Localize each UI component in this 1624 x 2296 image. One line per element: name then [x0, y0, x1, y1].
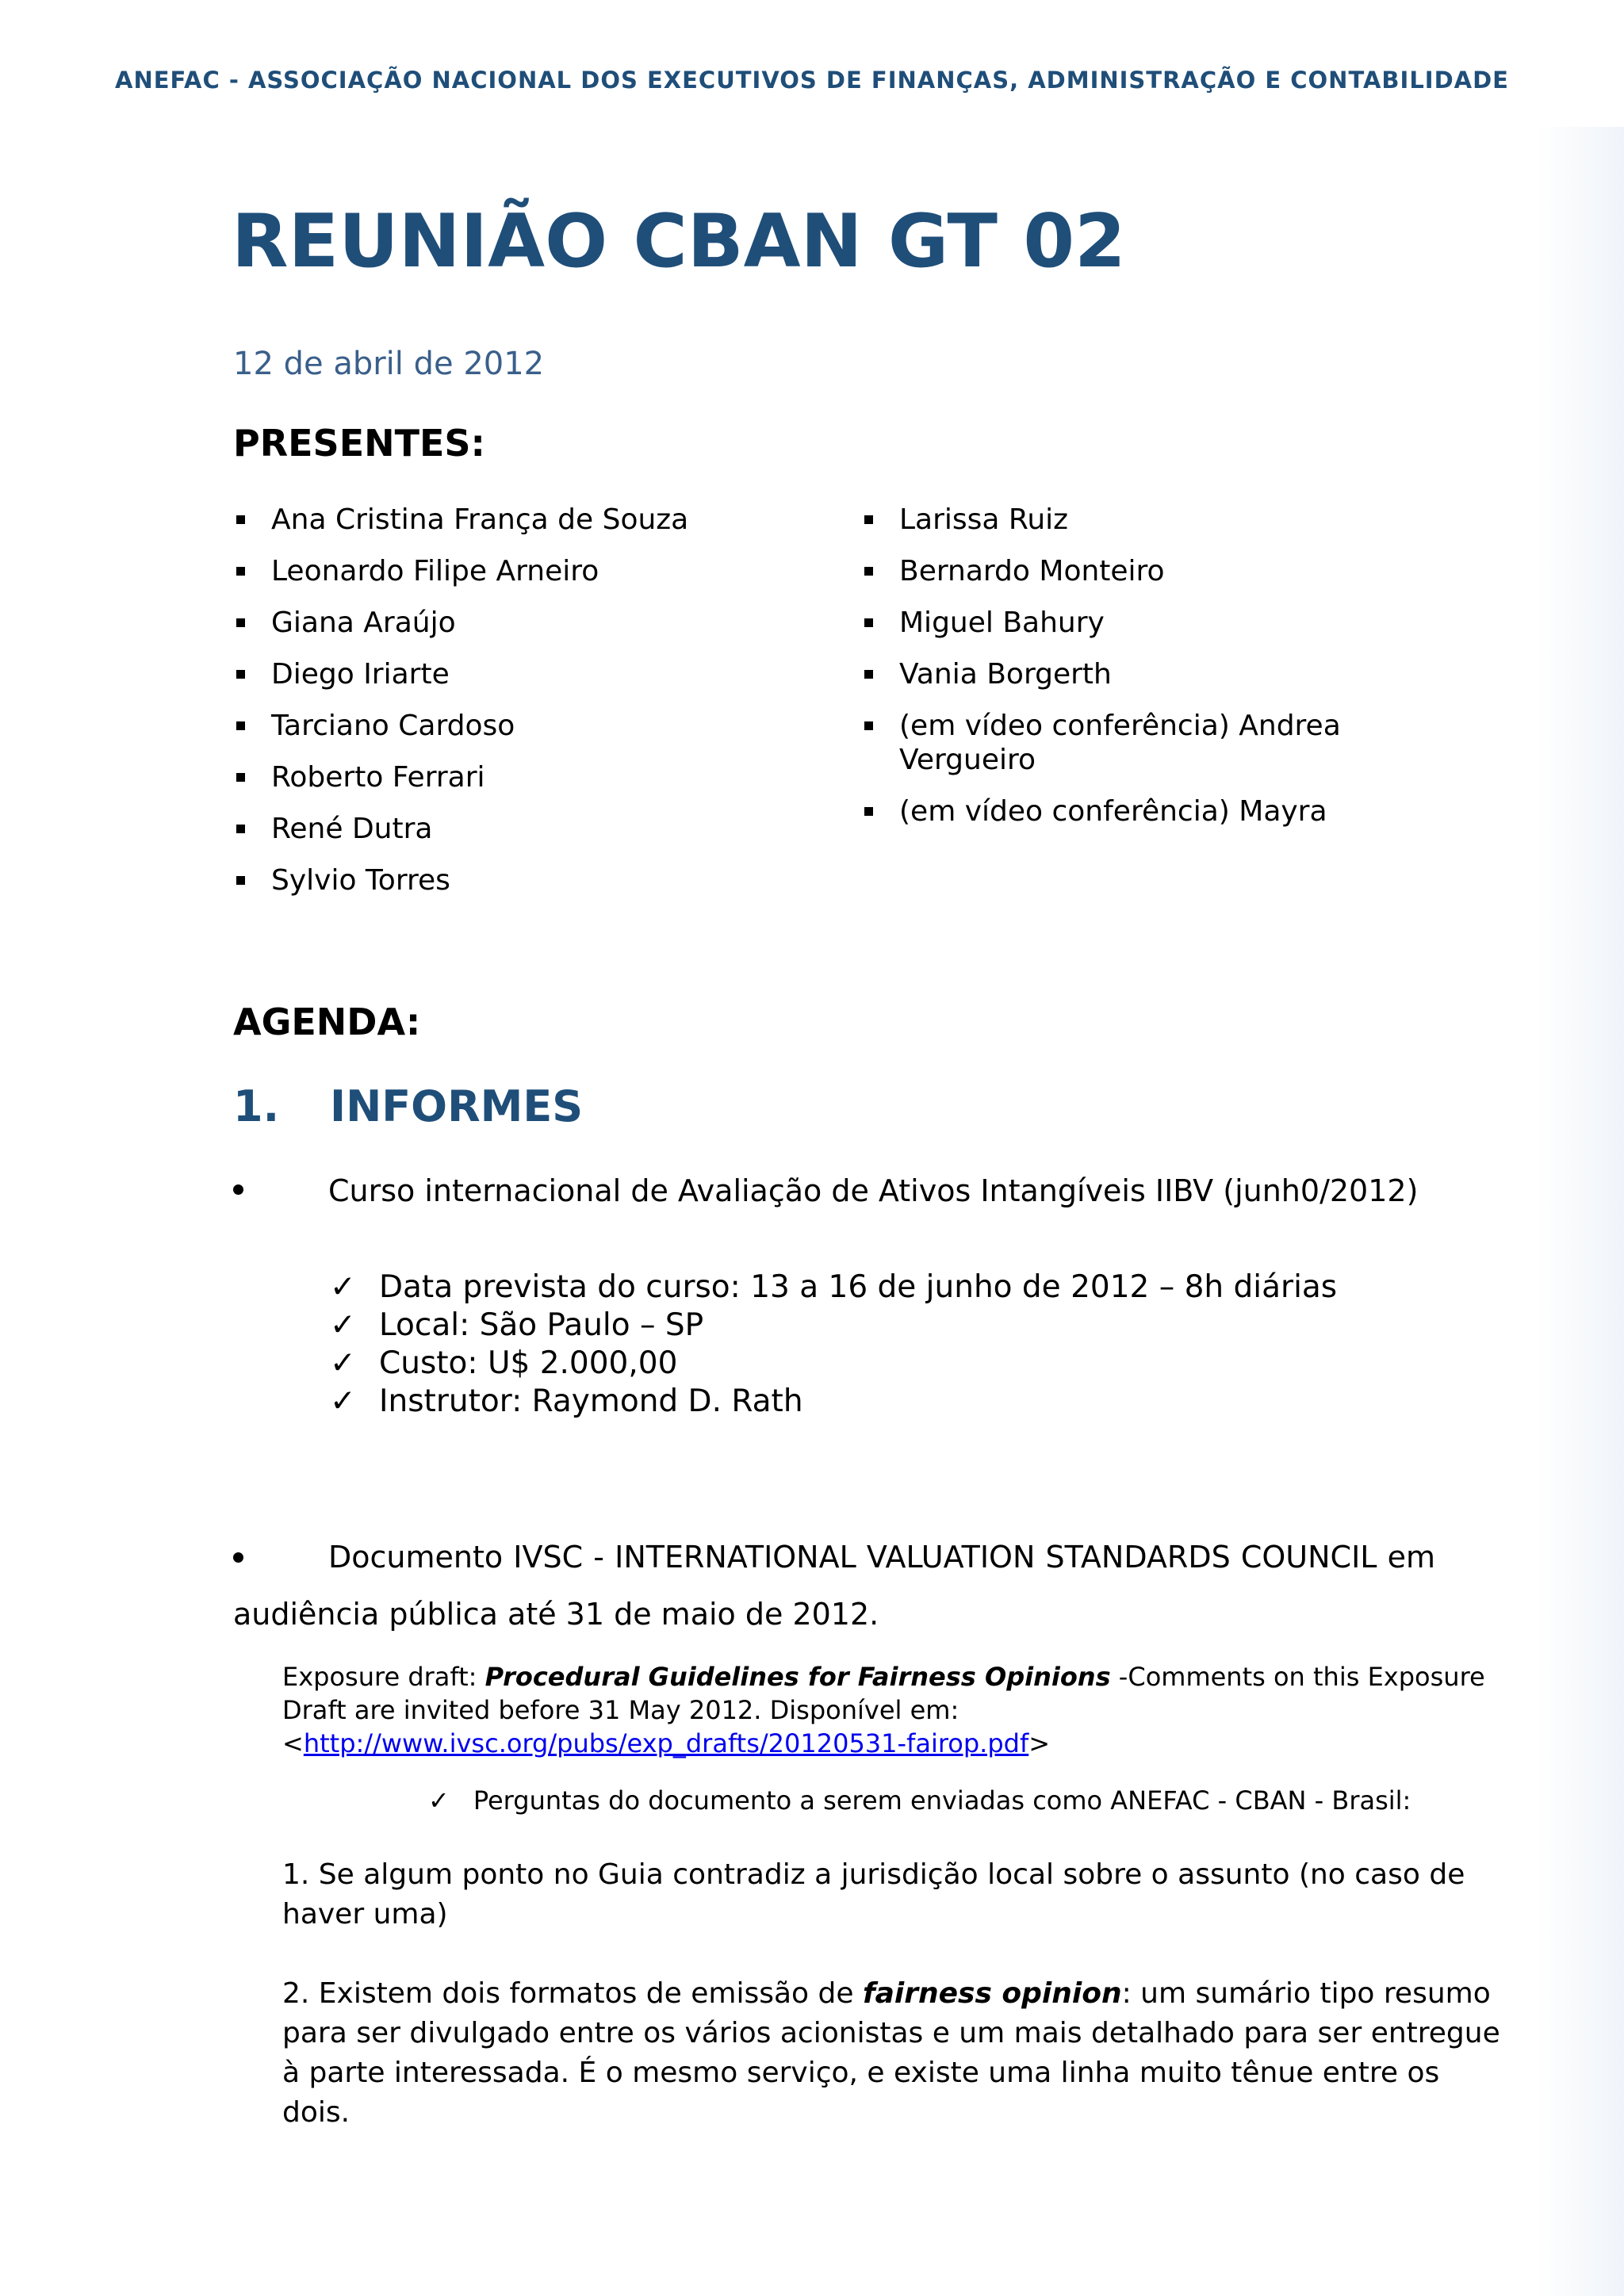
attendee-name: Diego Iriarte [271, 658, 450, 691]
attendee-item [233, 709, 820, 743]
square-bullet-icon [236, 670, 245, 679]
attendee-name: Leonardo Filipe Arneiro [271, 555, 599, 587]
square-bullet-icon [236, 773, 245, 782]
question-1: 1. Se algum ponto no Guia contradiz a jurisdição local sobre o assunto (no caso de haver uma) [282, 1858, 1465, 1931]
course-detail-item [330, 1383, 1337, 1421]
square-bullet-icon [864, 721, 873, 730]
course-detail-item [330, 1269, 1337, 1307]
attendees-list-left [233, 503, 820, 915]
exposure-suffix: > [1028, 1728, 1051, 1758]
agenda-bullet-ivsc [233, 1529, 1435, 1643]
attendee-name: Giana Araújo [271, 607, 456, 639]
exposure-link[interactable]: http://www.ivsc.org/pubs/exp_drafts/20120531-fairop.pdf [303, 1728, 1029, 1758]
question-2-term: fairness opinion [862, 1977, 1122, 2010]
presentes-heading: PRESENTES: [233, 422, 485, 465]
attendee-item [233, 812, 820, 846]
attendee-name: Sylvio Torres [271, 864, 450, 897]
attendees-list-right [861, 503, 1416, 846]
attendee-item [861, 503, 1416, 537]
round-bullet-icon [233, 1552, 243, 1563]
attendee-item [233, 503, 820, 537]
checkmark-icon: ✓ [330, 1345, 356, 1381]
ivsc-line-2: audiência pública até 31 de maio de 2012. [233, 1597, 879, 1632]
attendee-item [861, 606, 1416, 640]
checkmark-icon: ✓ [428, 1785, 450, 1816]
page-edge-shade [1537, 127, 1624, 2296]
attendee-name: Roberto Ferrari [271, 761, 485, 794]
attendee-item [233, 760, 820, 794]
attendee-name: Tarciano Cardoso [271, 710, 515, 742]
square-bullet-icon [236, 876, 245, 885]
questions-intro-text: Perguntas do documento a serem enviadas como ANEFAC - CBAN - Brasil: [473, 1785, 1411, 1816]
checkmark-icon: ✓ [330, 1307, 356, 1343]
attendee-item [861, 794, 1416, 828]
attendee-item [233, 863, 820, 897]
exposure-title: Procedural Guidelines for Fairness Opinions [485, 1662, 1111, 1692]
round-bullet-icon [233, 1184, 243, 1195]
square-bullet-icon [236, 515, 245, 524]
attendee-name: Larissa Ruiz [899, 503, 1069, 536]
ivsc-line-1: Documento IVSC - INTERNATIONAL VALUATION STANDARDS COUNCIL em [328, 1540, 1435, 1575]
agenda-heading: AGENDA: [233, 1001, 421, 1043]
question-2-suffix: : um sumário tipo resumo para ser divulgado entre os vários acionistas e um mais detalhado para ser entregue à parte interessada. É o mesmo serviço, e existe uma linha muito tênue entre os dois. [282, 1977, 1500, 2129]
square-bullet-icon [864, 567, 873, 576]
attendee-name: Ana Cristina França de Souza [271, 503, 689, 536]
course-detail-text: Instrutor: Raymond D. Rath [379, 1383, 803, 1419]
attendee-item [233, 657, 820, 691]
attendee-name: René Dutra [271, 813, 433, 845]
exposure-prefix: Exposure draft: [282, 1662, 485, 1692]
square-bullet-icon [236, 721, 245, 730]
attendee-item [861, 709, 1343, 777]
document-header: ANEFAC - ASSOCIAÇÃO NACIONAL DOS EXECUTIVOS DE FINANÇAS, ADMINISTRAÇÃO E CONTABILIDADE [115, 67, 1509, 94]
square-bullet-icon [864, 670, 873, 679]
square-bullet-icon [236, 825, 245, 833]
square-bullet-icon [236, 567, 245, 576]
attendee-item [233, 606, 820, 640]
square-bullet-icon [236, 618, 245, 627]
course-title: Curso internacional de Avaliação de Ativos Intangíveis IIBV (junh0/2012) [328, 1173, 1419, 1208]
square-bullet-icon [864, 807, 873, 816]
course-detail-text: Data prevista do curso: 13 a 16 de junho de 2012 – 8h diárias [379, 1269, 1338, 1305]
square-bullet-icon [864, 618, 873, 627]
exposure-draft-paragraph [282, 1660, 1503, 1760]
course-detail-text: Local: São Paulo – SP [379, 1307, 704, 1343]
section-title: INFORMES [330, 1081, 584, 1131]
course-detail-item [330, 1345, 1337, 1383]
checkmark-icon: ✓ [330, 1269, 356, 1305]
attendee-name: Vania Borgerth [899, 658, 1112, 691]
course-detail-text: Custo: U$ 2.000,00 [379, 1345, 678, 1381]
course-detail-item [330, 1307, 1337, 1345]
page-title: REUNIÃO CBAN GT 02 [232, 198, 1126, 284]
attendee-name: (em vídeo conferência) Mayra [899, 795, 1327, 828]
course-details-list [330, 1269, 1337, 1421]
attendee-name: Bernardo Monteiro [899, 555, 1165, 587]
section-number: 1. [233, 1081, 280, 1131]
question-2-prefix: 2. Existem dois formatos de emissão de [282, 1977, 863, 2010]
question-2 [282, 1974, 1503, 2133]
attendee-name: Miguel Bahury [899, 607, 1105, 639]
questions-intro [428, 1785, 1411, 1816]
meeting-date: 12 de abril de 2012 [233, 346, 545, 382]
attendee-item [233, 554, 820, 588]
attendee-item [861, 554, 1416, 588]
square-bullet-icon [864, 515, 873, 524]
attendee-name: (em vídeo conferência) Andrea Vergueiro [899, 710, 1341, 776]
attendee-item [861, 657, 1416, 691]
checkmark-icon: ✓ [330, 1383, 356, 1419]
exposure-middle: -Comments on this Exposure Draft are invited before 31 May 2012. Disponível em: < [282, 1662, 1485, 1758]
